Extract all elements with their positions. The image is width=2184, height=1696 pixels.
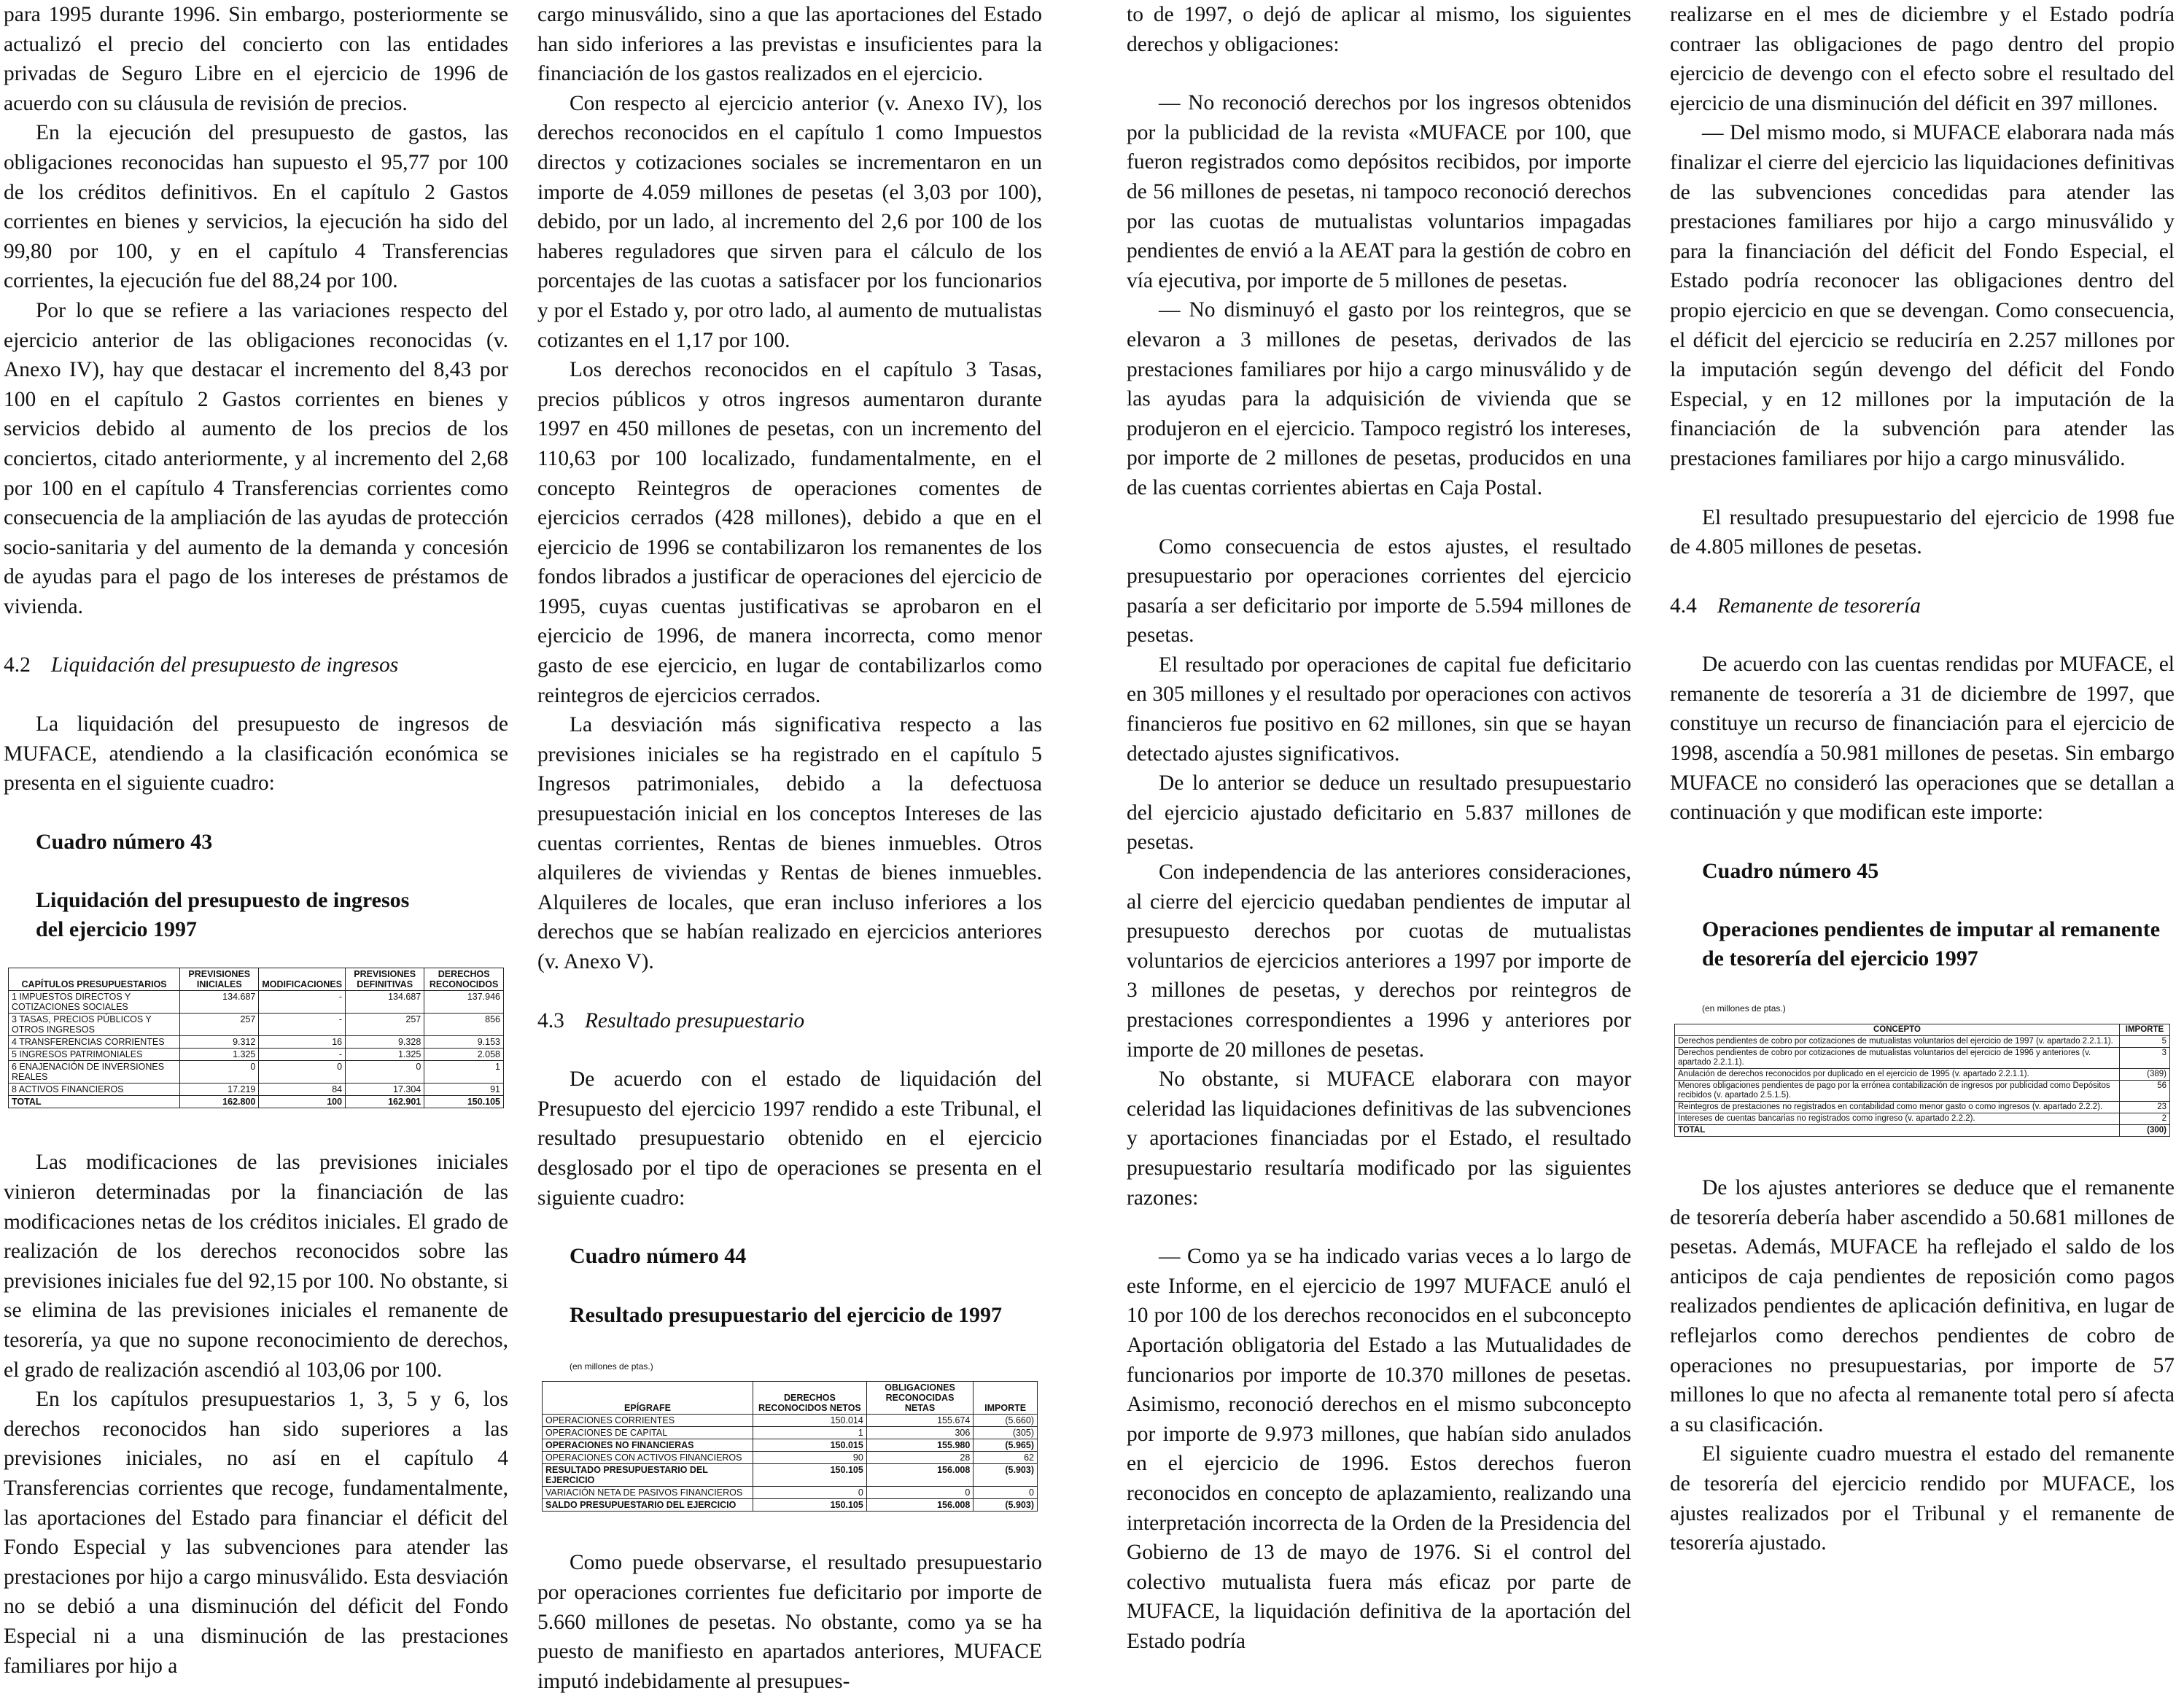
table-cell: 91 bbox=[424, 1084, 504, 1096]
table-cell: (305) bbox=[974, 1427, 1038, 1439]
table-cell: (300) bbox=[2119, 1125, 2169, 1137]
table-header: IMPORTE bbox=[2119, 1024, 2169, 1036]
table-cell: 162.800 bbox=[180, 1096, 259, 1108]
table-cell: 0 bbox=[974, 1487, 1038, 1499]
table-cell: 28 bbox=[866, 1452, 974, 1464]
cuadro-number: Cuadro número 45 bbox=[1702, 858, 1879, 883]
table-cell: 3 TASAS, PRECIOS PÚBLICOS Y OTROS INGRESOS bbox=[9, 1014, 180, 1036]
table-cell: 150.015 bbox=[753, 1439, 866, 1452]
table-cell: 0 bbox=[753, 1487, 866, 1499]
table-row bbox=[9, 1084, 504, 1096]
table-row bbox=[9, 1014, 504, 1036]
cuadro-title-line: Liquidación del presupuesto de ingresos bbox=[36, 888, 410, 913]
section-title: Remanente de tesorería bbox=[1717, 594, 1921, 618]
table-row bbox=[9, 1061, 504, 1084]
table-cell: 100 bbox=[259, 1096, 346, 1108]
table-cell: 156.008 bbox=[866, 1499, 974, 1512]
table-cell: 17.219 bbox=[180, 1084, 259, 1096]
table-45 bbox=[1674, 1024, 2170, 1137]
table-total-row bbox=[1675, 1125, 2170, 1137]
table-cell: 9.312 bbox=[180, 1036, 259, 1049]
table-cell: Reintegros de prestaciones no registrados en contabilidad como menor gasto o como ingresos (v. apartado 2.2.2). bbox=[1675, 1102, 2120, 1113]
column-1 bbox=[4, 0, 508, 1681]
paragraph: De acuerdo con las cuentas rendidas por MUFACE, el remanente de tesorería a 31 de diciembre de 1997, que constituye un recurso de financiación para el ejercicio de 1998, ascendía a 50.981 millones de pesetas. Sin embargo MUFACE no consideró las operaciones que se detallan a continuación y que modifican este importe: bbox=[1670, 653, 2175, 825]
paragraph: Como puede observarse, el resultado presupuestario por operaciones corrientes fue deficitario por importe de 5.660 millones de pesetas. No obstante, como ya se ha puesto de manifiesto en apartados anteriores, MUFACE imputó indebidamente al presupues- bbox=[537, 1551, 1042, 1693]
table-cell: (5.903) bbox=[974, 1499, 1038, 1512]
table-cell: 62 bbox=[974, 1452, 1038, 1464]
table-cell: 162.901 bbox=[346, 1096, 424, 1108]
paragraph: No obstante, si MUFACE elaborara con mayor celeridad las liquidaciones definitivas de las subvenciones y aportaciones financiadas por el Estado, el resultado presupuestario resultaría modificado por las siguientes razones: bbox=[1127, 1067, 1631, 1210]
table-row bbox=[543, 1487, 1038, 1499]
section-title: Resultado presupuestario bbox=[584, 1008, 805, 1032]
paragraph: Con respecto al ejercicio anterior (v. Anexo IV), los derechos reconocidos en el capítulo 1 como Impuestos directos y cotizaciones sociales se incrementaron en un importe de 4.059 millones de pesetas (el 3,03 por 100), debido, por un lado, al incremento del 2,6 por 100 de los haberes reguladores que sirven para el cálculo de los porcentajes de las cuotas a satisfacer por los funcionarios y por el Estado y, por otro lado, al aumento de mutualistas cotizantes en el 1,17 por 100. bbox=[537, 91, 1042, 352]
column-3 bbox=[1127, 0, 1631, 1656]
cuadro-title-line: de tesorería del ejercicio 1997 bbox=[1702, 946, 1978, 971]
table-row bbox=[1675, 1048, 2170, 1069]
table-cell: - bbox=[259, 1049, 346, 1061]
paragraph: cargo minusválido, sino a que las aportaciones del Estado han sido inferiores a las previstas e insuficientes para la financiación de los gastos realizados en el ejercicio. bbox=[537, 3, 1042, 86]
table-cell: SALDO PRESUPUESTARIO DEL EJERCICIO bbox=[543, 1499, 753, 1512]
table-cell: 84 bbox=[259, 1084, 346, 1096]
table-cell: 17.304 bbox=[346, 1084, 424, 1096]
table-cell: 2.058 bbox=[424, 1049, 504, 1061]
table-header: DERECHOS RECONOCIDOS bbox=[424, 968, 504, 991]
table-cell: - bbox=[259, 1014, 346, 1036]
table-cell: 1 bbox=[753, 1427, 866, 1439]
cuadro-title-line: del ejercicio 1997 bbox=[36, 917, 198, 942]
table-row bbox=[1675, 1036, 2170, 1048]
paragraph: Como consecuencia de estos ajustes, el resultado presupuestario por operaciones corrientes del ejercicio pasaría a ser deficitario por importe de 5.594 millones de pesetas. bbox=[1127, 534, 1631, 647]
table-cell: Anulación de derechos reconocidos por duplicado en el ejercicio de 1995 (v. apartado 2.2.1.1). bbox=[1675, 1069, 2120, 1081]
table-cell: 134.687 bbox=[180, 991, 259, 1014]
table-cell: 257 bbox=[180, 1014, 259, 1036]
table-total-row bbox=[9, 1096, 504, 1108]
table-cell: TOTAL bbox=[1675, 1125, 2120, 1137]
table-cell: Derechos pendientes de cobro por cotizaciones de mutualistas voluntarios del ejercicio de 1996 y anteriores (v. apartado 2.2.1.1). bbox=[1675, 1048, 2120, 1069]
paragraph: to de 1997, o dejó de aplicar al mismo, los siguientes derechos y obligaciones: bbox=[1127, 3, 1631, 56]
cuadro-title: Resultado presupuestario del ejercicio de 1997 bbox=[570, 1302, 1003, 1327]
paragraph: Por lo que se refiere a las variaciones respecto del ejercicio anterior de las obligaciones reconocidas (v. Anexo IV), hay que destacar el incremento del 8,43 por 100 en el capítulo 2 Gastos corrientes en bienes y servicios debido al aumento de los precios de los conciertos, citado anteriormente, y al incremento del 2,68 por 100 en el capítulo 4 Transferencias corrientes como consecuencia de la ampliación de las ayudas de protección socio-sanitaria y del aumento de la demanda y concesión de ayudas para el pago de los intereses de préstamos de vivienda. bbox=[4, 298, 508, 618]
table-header: DERECHOS RECONOCIDOS NETOS bbox=[753, 1382, 866, 1415]
cuadro-title-line: Operaciones pendientes de imputar al remanente bbox=[1702, 917, 2161, 942]
table-cell: OPERACIONES NO FINANCIERAS bbox=[543, 1439, 753, 1452]
section-number: 4.4 bbox=[1670, 594, 1697, 618]
table-cell: RESULTADO PRESUPUESTARIO DEL EJERCICIO bbox=[543, 1464, 753, 1487]
table-header: MODIFICACIONES bbox=[259, 968, 346, 991]
table-cell: OPERACIONES DE CAPITAL bbox=[543, 1427, 753, 1439]
table-header-row bbox=[1675, 1024, 2170, 1036]
table-cell: 150.105 bbox=[753, 1464, 866, 1487]
table-row bbox=[543, 1427, 1038, 1439]
paragraph: Con independencia de las anteriores consideraciones, al cierre del ejercicio quedaban pendientes de imputar al presupuesto derechos por cuotas de mutualistas voluntarios de ejercicios anteriores a 1997 por importe de 3 millones de pesetas, y derechos por reintegros de prestaciones correspondientes a 1996 y anteriores por importe de 20 millones de pesetas. bbox=[1127, 860, 1631, 1062]
table-header: CONCEPTO bbox=[1675, 1024, 2120, 1036]
table-header: IMPORTE bbox=[974, 1382, 1038, 1415]
paragraph: para 1995 durante 1996. Sin embargo, posteriormente se actualizó el precio del concierto con las entidades privadas de Seguro Libre en el ejercicio de 1996 de acuerdo con su cláusula de revisión de precios. bbox=[4, 3, 508, 115]
column-4 bbox=[1670, 0, 2175, 1558]
section-number: 4.2 bbox=[4, 653, 31, 677]
section-title: Liquidación del presupuesto de ingresos bbox=[50, 653, 399, 677]
table-cell: Menores obligaciones pendientes de pago por la errónea contabilización de ingresos por publicidad como Depósitos recibidos (v. apartado 2.5.1.5). bbox=[1675, 1081, 2120, 1102]
table-cell: 9.153 bbox=[424, 1036, 504, 1049]
table-row bbox=[543, 1464, 1038, 1487]
units-note: (en millones de ptas.) bbox=[1702, 1003, 1786, 1014]
table-cell: TOTAL bbox=[9, 1096, 180, 1108]
paragraph: La liquidación del presupuesto de ingresos de MUFACE, atendiendo a la clasificación económica se presenta en el siguiente cuadro: bbox=[4, 712, 508, 796]
column-2 bbox=[537, 0, 1042, 1696]
table-row bbox=[543, 1439, 1038, 1452]
table-cell: 16 bbox=[259, 1036, 346, 1049]
table-row bbox=[9, 1049, 504, 1061]
table-cell: 1.325 bbox=[180, 1049, 259, 1061]
paragraph: realizarse en el mes de diciembre y el Estado podría contraer las obligaciones de pago dentro del propio ejercicio de devengo con el efecto sobre el resultado del ejercicio de una disminución del déficit en 397 millones. bbox=[1670, 3, 2175, 115]
dash-item: — Como ya se ha indicado varias veces a lo largo de este Informe, en el ejercicio de 1997 MUFACE anuló el 10 por 100 de los derechos reconocidos en el subconcepto Aportación obligatoria del Estado a las Mutualidades de funcionarios por importe de 10.370 millones de pesetas. Asimismo, reconoció derechos en el mismo subconcepto por importe de 9.973 millones, que habían sido anulados en el ejercicio de 1996. Estos derechos fueron reconocidos en concepto de aplazamiento, realizando una interpretación incorrecta de la Orden de la Presidencia del Gobierno de 13 de mayo de 1976. Si el control del colectivo mutualista fuera más eficaz por parte de MUFACE, la liquidación definitiva de la aportación del Estado podría bbox=[1127, 1245, 1631, 1653]
table-cell: 5 bbox=[2119, 1036, 2169, 1048]
table-cell: 155.674 bbox=[866, 1415, 974, 1427]
table-header: CAPÍTULOS PRESUPUESTARIOS bbox=[9, 968, 180, 991]
table-cell: - bbox=[259, 991, 346, 1014]
table-cell: 1.325 bbox=[346, 1049, 424, 1061]
table-header-row bbox=[9, 968, 504, 991]
table-cell: 155.980 bbox=[866, 1439, 974, 1452]
section-heading-4-2 bbox=[4, 650, 508, 680]
table-cell: 156.008 bbox=[866, 1464, 974, 1487]
table-cell: 90 bbox=[753, 1452, 866, 1464]
table-44 bbox=[542, 1381, 1038, 1512]
table-row bbox=[1675, 1069, 2170, 1081]
table-cell: 2 bbox=[2119, 1113, 2169, 1125]
dash-item: — Del mismo modo, si MUFACE elaborara nada más finalizar el cierre del ejercicio las liquidaciones definitivas de las subvenciones concedidas para atender las prestaciones familiares por hijo a cargo minusválido y para la financiación del déficit del Fondo Especial, el Estado podría reconocer las obligaciones dentro del propio ejercicio en que se devengan. Como consecuencia, el déficit del ejercicio se reduciría en 2.257 millones por la imputación según devengo del déficit del Fondo Especial, y en 12 millones por la imputación de la financiación de la subvención para atender las prestaciones familiares por hijo a cargo minusválido. bbox=[1670, 121, 2175, 470]
table-row bbox=[1675, 1113, 2170, 1125]
paragraph: De acuerdo con el estado de liquidación del Presupuesto del ejercicio 1997 rendido a este Tribunal, el resultado presupuestario obtenido en el ejercicio desglosado por el tipo de operaciones se presenta en el siguiente cuadro: bbox=[537, 1067, 1042, 1210]
section-heading-4-4 bbox=[1670, 591, 2175, 621]
table-cell: 8 ACTIVOS FINANCIEROS bbox=[9, 1084, 180, 1096]
dash-item: — No disminuyó el gasto por los reintegros, que se elevaron a 3 millones de pesetas, derivados de las prestaciones familiares por hijo a cargo minusválido y de las ayudas para la adquisición de vivienda que se produjeron en el ejercicio. Tampoco registró los intereses, por importe de 2 millones de pesetas, producidos en una de las cuentas corrientes abiertas en Caja Postal. bbox=[1127, 298, 1631, 499]
dash-item: — No reconoció derechos por los ingresos obtenidos por la publicidad de la revista «MUFACE por 100, que fueron registrados como depósitos recibidos, por importe de 56 millones de pesetas, ni tampoco reconoció derechos por las cuotas de mutualistas voluntarios impagadas pendientes de envió a la AEAT para la gestión de cobro en vía ejecutiva, por importe de 5 millones de pesetas. bbox=[1127, 91, 1631, 292]
table-cell: Intereses de cuentas bancarias no registrados como ingreso (v. apartado 2.2.2). bbox=[1675, 1113, 2120, 1125]
table-cell: 1 bbox=[424, 1061, 504, 1084]
paragraph: El siguiente cuadro muestra el estado del remanente de tesorería del ejercicio rendido por MUFACE, los ajustes realizados por el Tribunal y el remanente de tesorería ajustado. bbox=[1670, 1442, 2175, 1555]
table-row bbox=[9, 1036, 504, 1049]
paragraph: En la ejecución del presupuesto de gastos, las obligaciones reconocidas han supuesto el 95,77 por 100 de los créditos definitivos. En el capítulo 2 Gastos corrientes en bienes y servicios, la ejecución ha sido del 99,80 por 100, y en el capítulo 4 Transferencias corrientes, la ejecución fue del 88,24 por 100. bbox=[4, 121, 508, 293]
paragraph: En los capítulos presupuestarios 1, 3, 5 y 6, los derechos reconocidos han sido superiores a las previsiones iniciales, no así en el capítulo 4 Transferencias corrientes que recoge, fundamentalmente, las aportaciones del Estado para financiar el déficit del Fondo Especial y las subvenciones para atender las prestaciones por hijo a cargo minusválido. Esta desviación no se debió a una disminución del déficit del Fondo Especial ni a una disminución de las prestaciones familiares por hijo a bbox=[4, 1388, 508, 1678]
table-cell: VARIACIÓN NETA DE PASIVOS FINANCIEROS bbox=[543, 1487, 753, 1499]
table-cell: 150.105 bbox=[753, 1499, 866, 1512]
table-cell: OPERACIONES CORRIENTES bbox=[543, 1415, 753, 1427]
units-note: (en millones de ptas.) bbox=[570, 1361, 653, 1372]
table-cell: (5.965) bbox=[974, 1439, 1038, 1452]
cuadro-number: Cuadro número 43 bbox=[36, 829, 213, 854]
table-43 bbox=[8, 968, 504, 1108]
table-cell: 5 INGRESOS PATRIMONIALES bbox=[9, 1049, 180, 1061]
paragraph: El resultado presupuestario del ejercicio de 1998 fue de 4.805 millones de pesetas. bbox=[1670, 505, 2175, 559]
table-cell: 0 bbox=[346, 1061, 424, 1084]
table-cell: 3 bbox=[2119, 1048, 2169, 1069]
table-cell: 0 bbox=[259, 1061, 346, 1084]
table-row bbox=[9, 991, 504, 1014]
table-cell: 137.946 bbox=[424, 991, 504, 1014]
table-cell: 4 TRANSFERENCIAS CORRIENTES bbox=[9, 1036, 180, 1049]
section-number: 4.3 bbox=[537, 1008, 564, 1032]
table-header-row bbox=[543, 1382, 1038, 1415]
table-row bbox=[543, 1452, 1038, 1464]
paragraph: La desviación más significativa respecto a las previsiones iniciales se ha registrado en el capítulo 5 Ingresos patrimoniales, debido a la defectuosa presupuestación inicial en los conceptos Intereses de las cuentas corrientes, Rentas de bienes inmuebles. Otros alquileres de viviendas y Rentas de bienes inmuebles. Alquileres de locales, que eran incluso inferiores a los derechos que se habían realizado en ejercicios anteriores (v. Anexo V). bbox=[537, 713, 1042, 973]
table-cell: 306 bbox=[866, 1427, 974, 1439]
table-header: OBLIGACIONES RECONOCIDAS NETAS bbox=[866, 1382, 974, 1415]
table-row bbox=[543, 1415, 1038, 1427]
table-row bbox=[543, 1499, 1038, 1512]
table-cell: 23 bbox=[2119, 1102, 2169, 1113]
paragraph: Las modificaciones de las previsiones iniciales vinieron determinadas por la financiación de las modificaciones netas de los créditos iniciales. El grado de realización de los derechos reconocidos sobre las previsiones iniciales fue del 92,15 por 100. No obstante, si se elimina de las previsiones iniciales el remanente de tesorería, ya que no supone reconocimiento de derechos, el grado de realización ascendió al 103,06 por 100. bbox=[4, 1151, 508, 1382]
table-cell: 0 bbox=[180, 1061, 259, 1084]
table-header: PREVISIONES DEFINITIVAS bbox=[346, 968, 424, 991]
table-cell: 150.014 bbox=[753, 1415, 866, 1427]
table-cell: 1 IMPUESTOS DIRECTOS Y COTIZACIONES SOCIALES bbox=[9, 991, 180, 1014]
table-cell: (5.660) bbox=[974, 1415, 1038, 1427]
table-cell: OPERACIONES CON ACTIVOS FINANCIEROS bbox=[543, 1452, 753, 1464]
table-cell: (389) bbox=[2119, 1069, 2169, 1081]
table-header: EPÍGRAFE bbox=[543, 1382, 753, 1415]
paragraph: De los ajustes anteriores se deduce que el remanente de tesorería debería haber ascendido a 50.681 millones de pesetas. Además, MUFACE ha reflejado el saldo de los anticipos de caja pendientes de reposición como pagos realizados pendientes de aplicación definitiva, en lugar de reflejarlos como derechos pendientes de cobro de operaciones no presupuestarias, por importe de 57 millones lo que no afecta al remanente total pero sí afecta a su clasificación. bbox=[1670, 1176, 2175, 1436]
table-cell: 9.328 bbox=[346, 1036, 424, 1049]
table-cell: 150.105 bbox=[424, 1096, 504, 1108]
table-row bbox=[1675, 1102, 2170, 1113]
table-cell: 856 bbox=[424, 1014, 504, 1036]
table-cell: 0 bbox=[866, 1487, 974, 1499]
table-cell: (5.903) bbox=[974, 1464, 1038, 1487]
table-cell: 6 ENAJENACIÓN DE INVERSIONES REALES bbox=[9, 1061, 180, 1084]
table-cell: 257 bbox=[346, 1014, 424, 1036]
cuadro-number: Cuadro número 44 bbox=[570, 1244, 747, 1269]
table-row bbox=[1675, 1081, 2170, 1102]
table-cell: 134.687 bbox=[346, 991, 424, 1014]
table-cell: Derechos pendientes de cobro por cotizaciones de mutualistas voluntarios del ejercicio de 1997 (v. apartado 2.2.1.1). bbox=[1675, 1036, 2120, 1048]
table-cell: 56 bbox=[2119, 1081, 2169, 1102]
paragraph: Los derechos reconocidos en el capítulo 3 Tasas, precios públicos y otros ingresos aumentaron durante 1997 en 450 millones de pesetas, con un incremento del 110,63 por 100 localizado, fundamentalmente, en el concepto Reintegros de operaciones comentes de ejercicios cerrados (428 millones), debido a que en el ejercicio de 1996 se contabilizaron los remanentes de los fondos librados a justificar de operaciones del ejercicio de 1995, cuyas cuentas justificativas se aprobaron en el ejercicio de 1996, de manera incorrecta, como menor gasto de ese ejercicio, en lugar de contabilizarlos como reintegros de ejercicios cerrados. bbox=[537, 358, 1042, 707]
table-header: PREVISIONES INICIALES bbox=[180, 968, 259, 991]
paragraph: El resultado por operaciones de capital fue deficitario en 305 millones y el resultado por operaciones con activos financieros fue positivo en 62 millones, sin que se hayan detectado ajustes significativos. bbox=[1127, 653, 1631, 766]
section-heading-4-3 bbox=[537, 1006, 1042, 1036]
paragraph: De lo anterior se deduce un resultado presupuestario del ejercicio ajustado deficitario en 5.837 millones de pesetas. bbox=[1127, 771, 1631, 855]
